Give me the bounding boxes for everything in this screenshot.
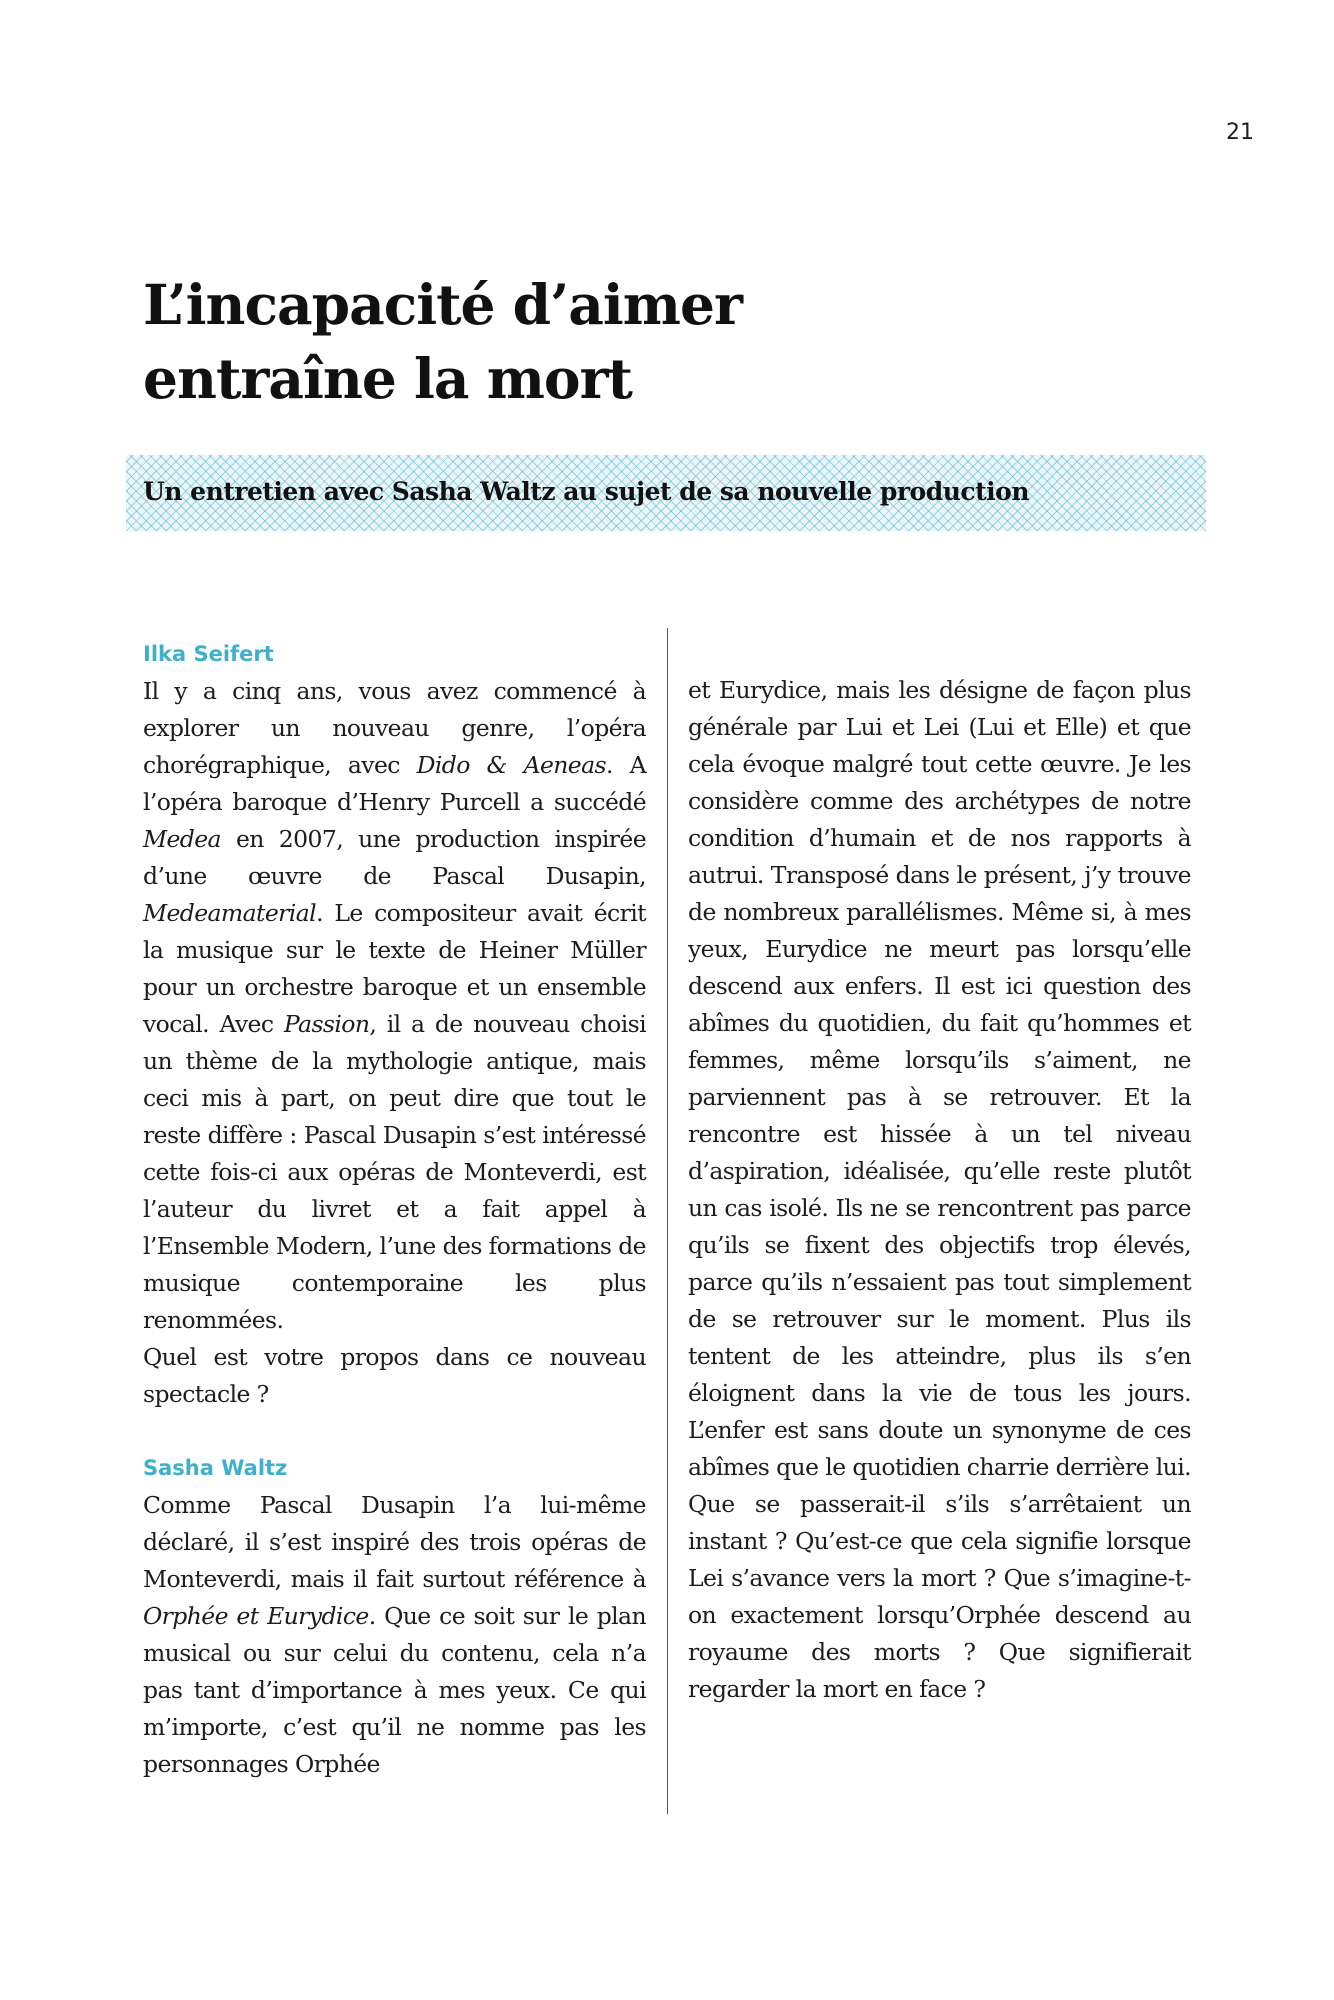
subtitle-band [126,455,1206,531]
question-text-5: , il a de nouveau choisi un thème de la mythologie antique, mais ceci mis à part, on peut dire que tout le reste diffère : Pascal Dusapin s’est intéressé cette fois-ci aux opéras de Monteverdi, est l’auteur du livret et a fait appel à l’Ensemble Modern, l’une des formations de musique contemporaine les plus renommées. [143,1010,647,1334]
question-italic-2: Medea [143,825,221,853]
question-text-3: en 2007, une production inspirée d’une œuvre de Pascal Dusapin, [143,825,646,890]
article-title-line-1: L’incapacité d’aimer [143,272,742,337]
question-italic-1: Dido & Aeneas [416,751,606,779]
column-divider [667,628,668,1814]
article-title-line-2: entraîne la mort [143,346,632,411]
answer-text-1: Comme Pascal Dusapin l’a lui-même déclaré, il s’est inspiré des trois opéras de Monteverdi, mais il fait surtout référence à [143,1491,646,1593]
question-italic-4: Passion [283,1010,370,1038]
answer-paragraph-start [143,1487,646,1783]
right-column [688,672,1191,1708]
question-text-2: . A l’opéra baroque d’Henry Purcell a succédé [143,751,646,816]
paragraph-gap [143,1413,646,1450]
speaker-interviewer: Ilka Seifert [143,642,274,666]
article-subtitle: Un entretien avec Sasha Waltz au sujet de sa nouvelle production [143,477,1029,506]
question-italic-3: Medeamaterial [143,899,317,927]
question-paragraph [143,673,646,1339]
answer-paragraph-continued: et Eurydice, mais les désigne de façon plus générale par Lui et Lei (Lui et Elle) et que cela évoque malgré tout cette œuvre. Je les considère comme des archétypes de notre condition d’humain et de nos rapports à autrui. Transposé dans le présent, j’y trouve de nombreux parallélismes. Même si, à mes yeux, Eurydice ne meurt pas lorsqu’elle descend aux enfers. Il est ici question des abîmes du quotidien, du fait qu’hommes et femmes, même lorsqu’ils s’aiment, ne parviennent pas à se retrouver. Et la rencontre est hissée à un tel niveau d’aspiration, idéalisée, qu’elle reste plutôt un cas isolé. Ils ne se rencontrent pas parce qu’ils se fixent des objectifs trop élevés, parce qu’ils n’essaient pas tout simplement de se retrouver sur le moment. Plus ils tentent de les atteindre, plus ils s’en éloignent dans la vie de tous les jours. L’enfer est sans doute un synonyme de ces abîmes que le quotidien charrie derrière lui. Que se passerait-il s’ils s’arrêtaient un instant ? Qu’est-ce que cela signifie lorsque Lei s’avance vers la mort ? Que s’imagine-t-on exactement lorsqu’Orphée descend au royaume des morts ? Que signifierait regarder la mort en face ? [688,676,1191,1703]
answer-text-2: . Que ce soit sur le plan musical ou sur celui du contenu, cela n’a pas tant d’importance à mes yeux. Ce qui m’importe, c’est qu’il ne nomme pas les personnages Orphée [143,1602,646,1778]
page-number: 21 [1226,120,1254,145]
question-text-4: . Le compositeur avait écrit la musique sur le texte de Heiner Müller pour un orchestre baroque et un ensemble vocal. Avec [143,899,646,1038]
question-closing: Quel est votre propos dans ce nouveau spectacle ? [143,1343,646,1408]
speaker-interviewee: Sasha Waltz [143,1456,288,1480]
question-text-1: Il y a cinq ans, vous avez commencé à explorer un nouveau genre, l’opéra chorégraphique, avec [143,677,646,779]
article-title [143,268,1143,416]
answer-italic-1: Orphée et Eurydice [143,1602,369,1630]
left-column [143,636,646,1783]
